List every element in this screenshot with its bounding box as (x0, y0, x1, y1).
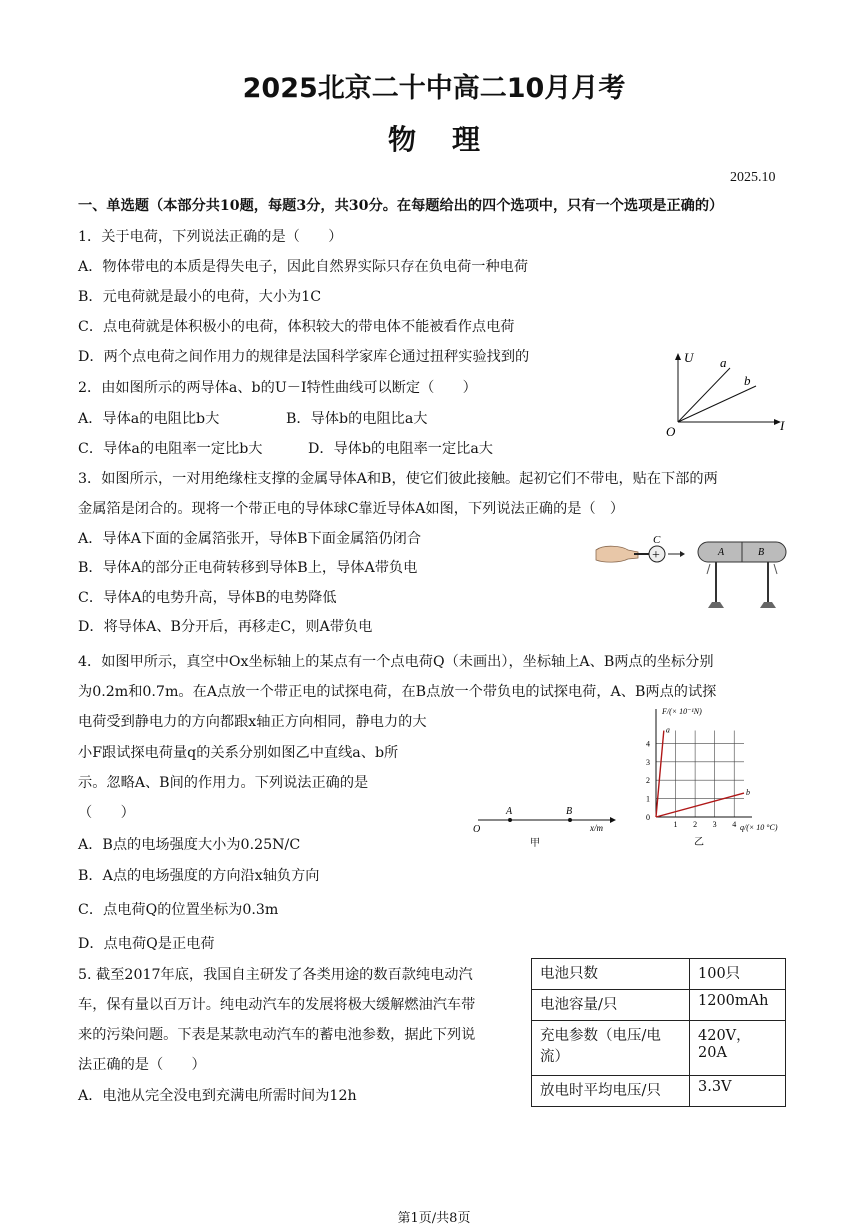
chart-xticks (674, 820, 737, 829)
chart-xtick-label: 3 (712, 820, 717, 829)
table-row (532, 990, 786, 1021)
q2-option-c: C．导体a的电阻率一定比b大 (78, 441, 263, 457)
page-footer: 第1页/共8页 (397, 1211, 471, 1226)
ball-c-label: C (653, 534, 661, 546)
x-axis-arrow (610, 817, 616, 823)
chart-xlabel: q/(× 10 °C) (740, 823, 778, 832)
q5-line-2: 车，保有量以百万计。纯电动汽车的发展将极大缓解燃油汽车带 (78, 997, 476, 1013)
x-axis-label: x/m (590, 823, 603, 833)
q4-line-4: 小F跟试探电荷量q的关系分别如图乙中直线a、b所 (78, 745, 399, 761)
a-label: a (720, 355, 727, 370)
foil-b (774, 564, 777, 574)
q3-stem-2: 金属箔是闭合的。现将一个带正电的导体球C靠近导体A如图，下列说法正确的是（ ） (78, 501, 625, 517)
caption-jia: 甲 (530, 838, 540, 849)
q3-option-d: D．将导体A、B分开后，再移走C，则A带负电 (78, 619, 373, 635)
table-cell: 3.3V (690, 1076, 786, 1107)
q1-option-c: C．点电荷就是体积极小的电荷，体积较大的带电体不能被看作点电荷 (78, 319, 515, 335)
q1-option-d: D．两个点电荷之间作用力的规律是法国科学家库仑通过扭秤实验找到的 (78, 349, 530, 365)
q4-figure-jia (470, 800, 620, 850)
table-cell: 放电时平均电压/只 (532, 1076, 690, 1107)
q2-option-d: D．导体b的电阻率一定比a大 (308, 441, 493, 457)
exam-date: 2025.10 (730, 170, 776, 185)
q4-line-3: 电荷受到静电力的方向都跟x轴正方向相同，静电力的大 (78, 714, 427, 730)
q2-option-a: A．导体a的电阻比b大 (78, 411, 220, 427)
q2-stem: 2．由如图所示的两导体a、b的U－I特性曲线可以断定（ ） (78, 380, 477, 396)
q3-option-b: B．导体A的部分正电荷转移到导体B上，导体A带负电 (78, 560, 418, 576)
origin-o: O (473, 824, 481, 835)
subject-title: 物理 (387, 123, 516, 156)
q4-line-5: 示。忽略A、B间的作用力。下列说法正确的是 (78, 775, 369, 791)
chart-series-label: b (746, 788, 750, 798)
table-row (532, 959, 786, 990)
chart-xtick-label: 2 (693, 820, 698, 829)
label-b: B (566, 806, 573, 817)
q4-option-b: B．A点的电场强度的方向沿x轴负方向 (78, 868, 320, 884)
table-row (532, 1076, 786, 1107)
q3-conductor-figure (594, 530, 794, 610)
table-row (532, 1021, 786, 1076)
q3-stem-1: 3．如图所示，一对用绝缘柱支撑的金属导体A和B，使它们彼此接触。起初它们不带电，贴在下部的两 (78, 471, 718, 487)
chart-ytick-label: 2 (646, 776, 650, 786)
table-cell: 充电参数（电压/电流） (532, 1021, 690, 1076)
q4-line-1: 4．如图甲所示，真空中Ox坐标轴上的某点有一个点电荷Q（未画出），坐标轴上A、B两点的坐标分别 (78, 654, 714, 670)
chart-ylabel: F/(× 10⁻¹N) (662, 707, 702, 716)
point-b (568, 818, 572, 822)
table-cell: 420V，20A (690, 1021, 786, 1076)
chart-xtick-label: 1 (673, 820, 678, 829)
q3-option-a: A．导体A下面的金属箔张开，导体B下面金属箔仍闭合 (78, 531, 422, 547)
table-cell: 100只 (690, 959, 786, 990)
line-a (678, 368, 730, 422)
q4-line-2: 为0.2m和0.7m。在A点放一个带正电的试探电荷，在B点放一个带负电的试探电荷，A、B两点的试探 (78, 684, 717, 700)
chart-lines (656, 726, 750, 817)
q4-chart-yi (640, 703, 800, 848)
chart-series-b (656, 793, 744, 817)
chart-ytick-label: 1 (646, 794, 650, 804)
q5-line-1: 5. 截至2017年底，我国自主研发了各类用途的数百款纯电动汽 (78, 967, 473, 983)
q4-option-d: D．点电荷Q是正电荷 (78, 936, 215, 952)
q2-ui-graph (660, 348, 790, 440)
conductor-a-label: A (718, 547, 725, 558)
page-title: 2025北京二十中高二10月月考 (242, 73, 626, 104)
q5-line-3: 来的污染问题。下表是某款电动汽车的蓄电池参数，据此下列说 (78, 1027, 476, 1043)
plus-sign: + (652, 548, 660, 563)
q4-option-c: C．点电荷Q的位置坐标为0.3m (78, 902, 279, 918)
q5-option-a: A．电池从完全没电到充满电所需时间为12h (78, 1088, 357, 1104)
q3-option-c: C．导体A的电势升高，导体B的电势降低 (78, 590, 337, 606)
chart-yticks (646, 739, 650, 822)
arrow-head (680, 551, 685, 557)
chart-ytick-label: 4 (646, 739, 650, 749)
q1-option-a: A．物体带电的本质是得失电子，因此自然界实际只存在负电荷一种电荷 (78, 259, 529, 275)
chart-caption: 乙 (694, 837, 704, 848)
foil-a (707, 564, 710, 574)
chart-xtick-label: 4 (732, 820, 737, 829)
table-cell: 1200mAh (690, 990, 786, 1021)
section-heading: 一、单选题（本部分共10题，每题3分，共30分。在每题给出的四个选项中，只有一个选项是正确的） (78, 198, 724, 214)
point-a (508, 818, 512, 822)
chart-ytick-label: 3 (646, 757, 650, 767)
label-a: A (506, 806, 513, 817)
b-label: b (744, 373, 751, 388)
q1-stem: 1．关于电荷，下列说法正确的是（ ） (78, 229, 343, 245)
conductor-b-label: B (758, 547, 765, 558)
q1-option-b: B．元电荷就是最小的电荷，大小为1C (78, 289, 322, 305)
chart-ytick-label: 0 (646, 813, 650, 822)
i-label: I (780, 418, 785, 433)
origin-label: O (666, 424, 676, 439)
q4-line-6: （ ） (78, 805, 135, 821)
q4-option-a: A．B点的电场强度大小为0.25N/C (78, 837, 301, 853)
u-label: U (684, 350, 694, 365)
base-b (760, 602, 776, 608)
battery-table (531, 958, 786, 1107)
base-a (708, 602, 724, 608)
chart-grid (656, 731, 744, 817)
table-cell: 电池容量/只 (532, 990, 690, 1021)
line-b (678, 386, 756, 422)
hand-icon (596, 546, 638, 562)
table-cell: 电池只数 (532, 959, 690, 990)
chart-series-label: a (665, 725, 670, 735)
q2-option-b: B．导体b的电阻比a大 (286, 411, 428, 427)
q5-line-4: 法正确的是（ ） (78, 1057, 206, 1073)
